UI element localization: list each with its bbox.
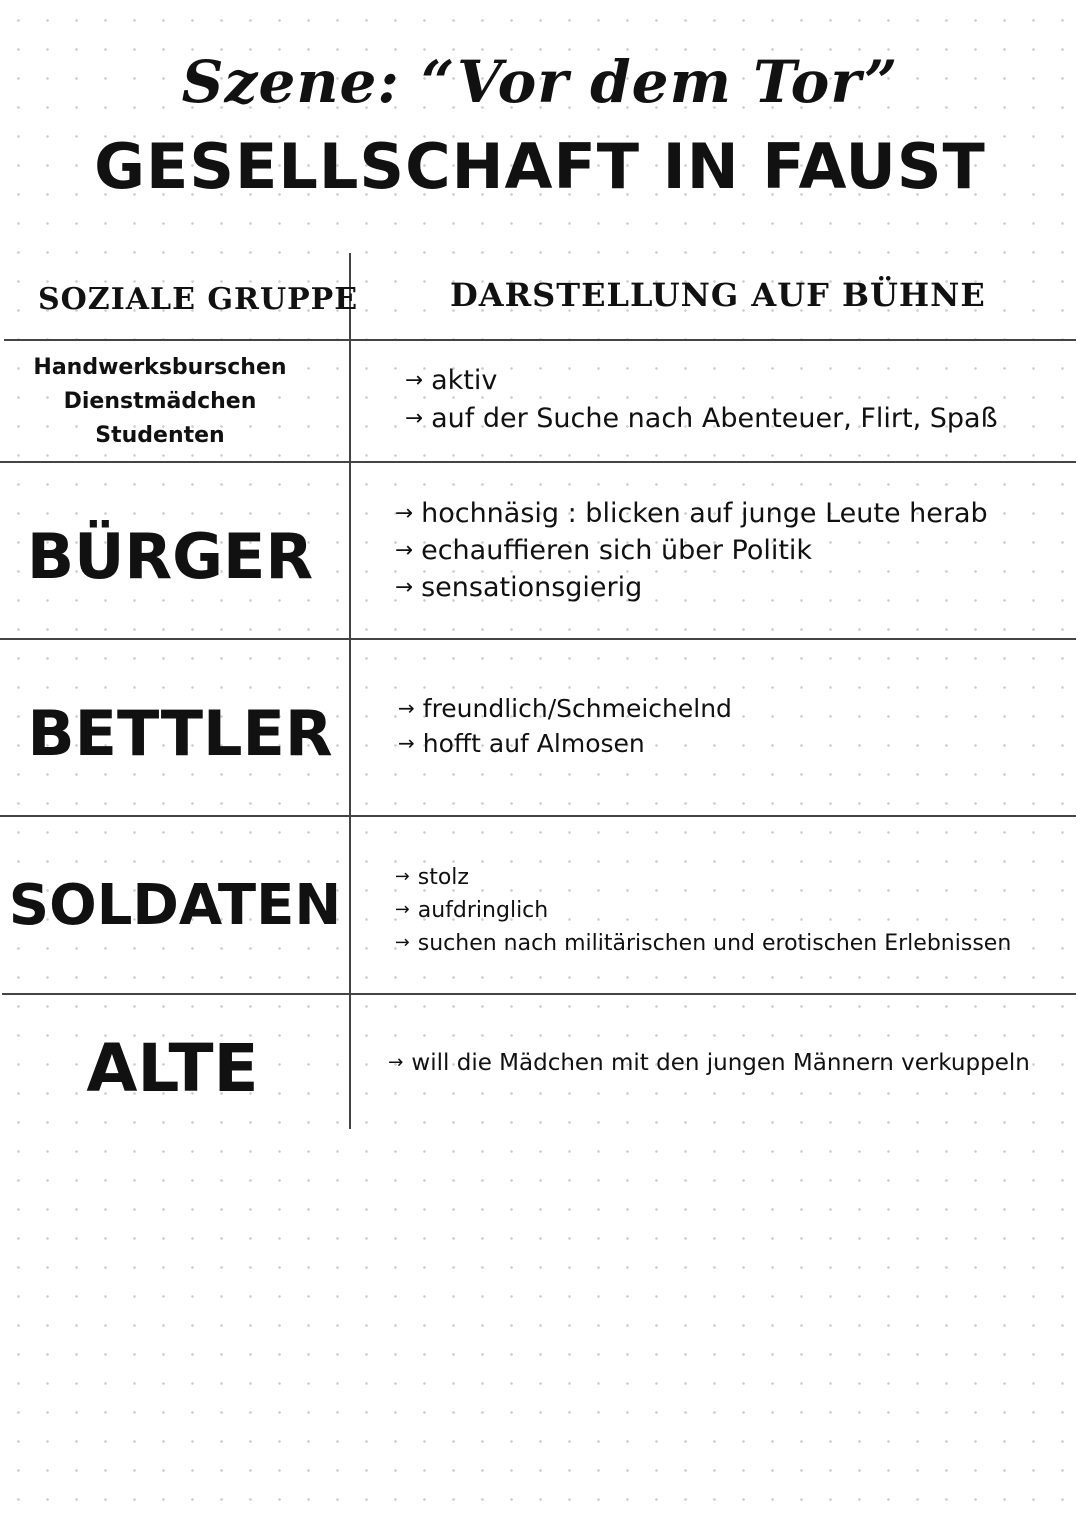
- group-label: ALTE: [86, 1030, 259, 1107]
- arrow-right-icon: →: [405, 406, 424, 431]
- page-title: GESELLSCHAFT IN FAUST: [94, 130, 986, 203]
- group-label: SOLDATEN: [8, 873, 342, 938]
- arrow-right-icon: →: [395, 867, 410, 887]
- group-label: BETTLER: [27, 697, 333, 770]
- column-header-social-group: SOZIALE GRUPPE: [38, 282, 359, 317]
- description-list: [405, 362, 998, 438]
- group-label-line: Studenten: [95, 423, 225, 448]
- list-item: → auf der Suche nach Abenteuer, Flirt, Spaß: [405, 400, 998, 438]
- list-item: → echauffieren sich über Politik: [395, 532, 988, 569]
- arrow-right-icon: →: [395, 933, 410, 953]
- group-label-line: Handwerksburschen: [33, 355, 287, 380]
- list-item: → hochnäsig : blicken auf junge Leute herab: [395, 495, 988, 532]
- description-list: [395, 861, 1011, 960]
- description-list: [388, 1046, 1030, 1080]
- column-header-portrayal: DARSTELLUNG AUF BÜHNE: [450, 276, 986, 314]
- row-divider: [0, 815, 1076, 817]
- arrow-right-icon: →: [395, 575, 414, 600]
- list-item: → suchen nach militärischen und erotischen Erlebnissen: [395, 927, 1011, 960]
- arrow-right-icon: →: [395, 900, 410, 920]
- list-item: → aktiv: [405, 362, 998, 400]
- arrow-right-icon: →: [395, 501, 414, 526]
- arrow-right-icon: →: [398, 696, 415, 720]
- list-item: → aufdringlich: [395, 894, 1011, 927]
- list-item: → stolz: [395, 861, 1011, 894]
- arrow-right-icon: →: [398, 731, 415, 755]
- row-divider: [0, 461, 1076, 463]
- description-list: [395, 495, 988, 606]
- row-divider: [2, 993, 1076, 995]
- row-divider: [0, 638, 1076, 640]
- list-item: → freundlich/Schmeichelnd: [398, 691, 732, 726]
- list-item: → sensationsgierig: [395, 569, 988, 606]
- group-label: BÜRGER: [26, 520, 314, 593]
- arrow-right-icon: →: [405, 368, 424, 393]
- header-divider: [4, 339, 1076, 341]
- group-label: [0, 351, 320, 453]
- arrow-right-icon: →: [395, 538, 414, 563]
- column-divider: [349, 253, 351, 1129]
- description-list: [398, 691, 732, 761]
- list-item: → will die Mädchen mit den jungen Männern verkuppeln: [388, 1046, 1030, 1080]
- scene-title: Szene: “Vor dem Tor”: [181, 48, 899, 116]
- arrow-right-icon: →: [388, 1052, 404, 1073]
- group-label-line: Dienstmädchen: [63, 389, 257, 414]
- list-item: → hofft auf Almosen: [398, 726, 732, 761]
